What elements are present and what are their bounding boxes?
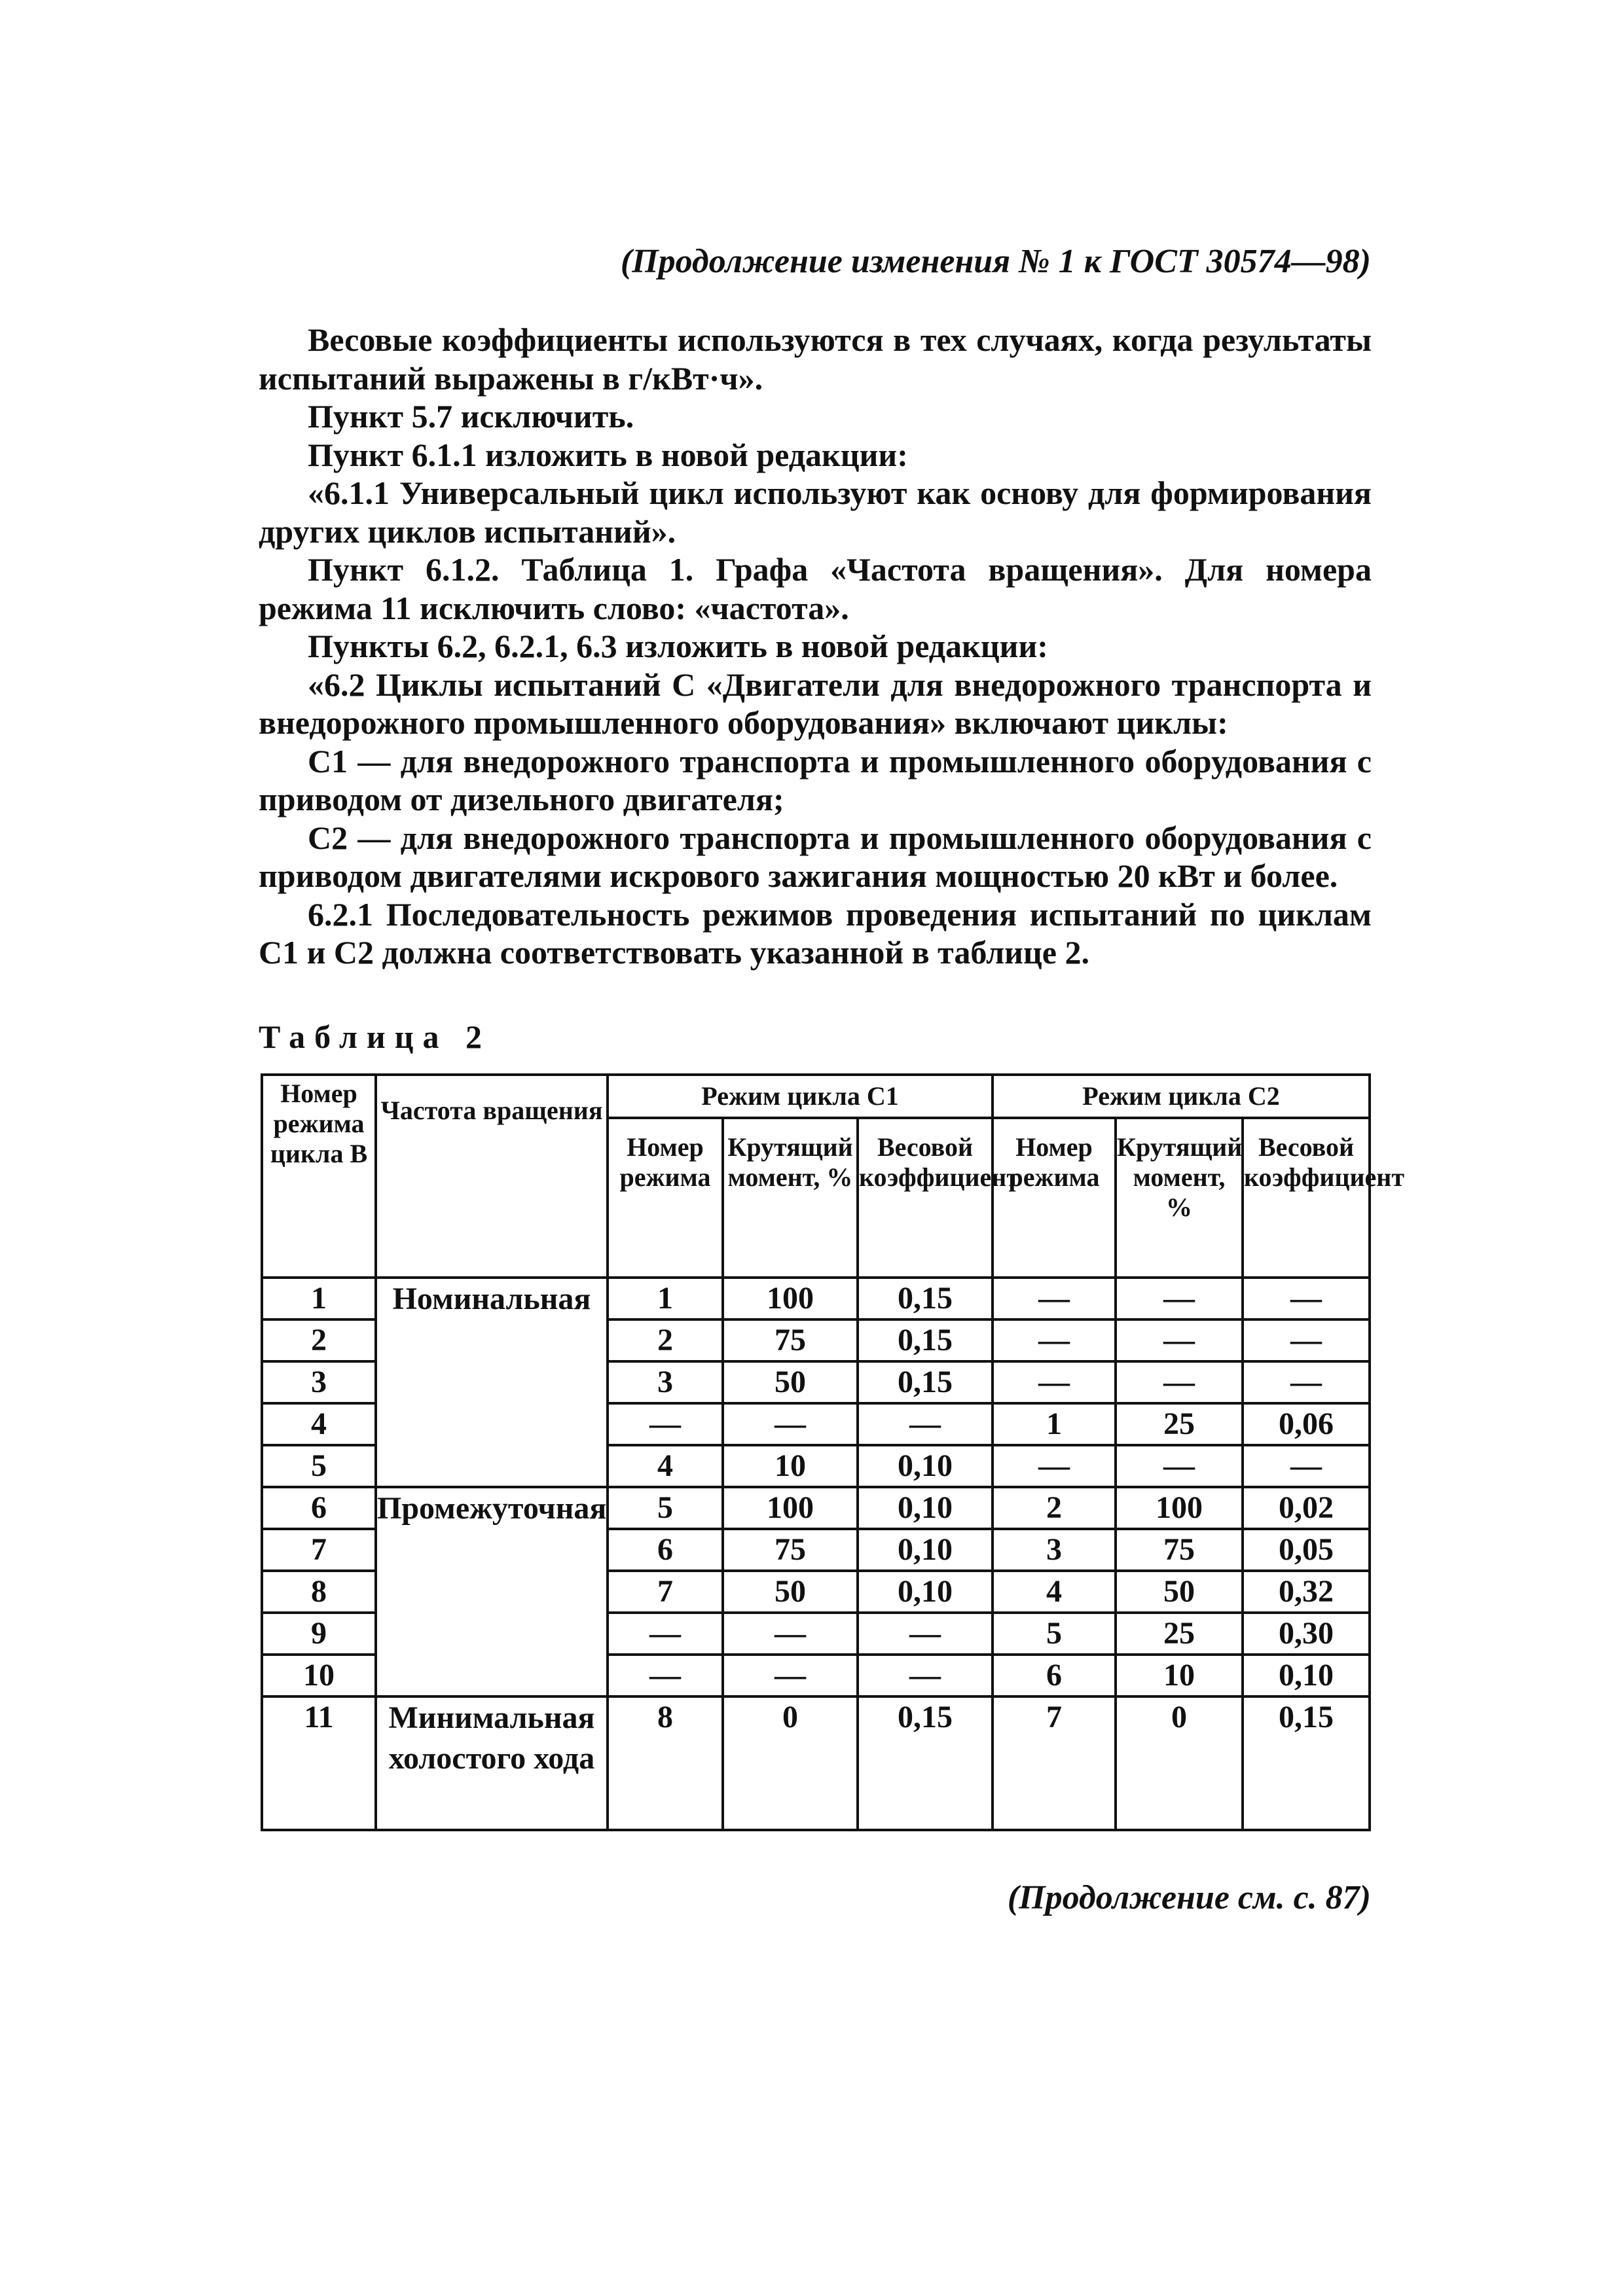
cell-c2-torque: —	[1116, 1319, 1243, 1361]
cell-c2-weight: 0,30	[1243, 1613, 1370, 1655]
cell-c2-mode: —	[993, 1278, 1116, 1319]
cell-c1-torque: 10	[723, 1445, 858, 1487]
cell-c1-mode: 1	[608, 1278, 723, 1319]
cell-c2-torque: 25	[1116, 1613, 1243, 1655]
header-c2-mode: Номер режима	[993, 1118, 1116, 1278]
cell-frequency-minimal: Минимальная холостого хода	[376, 1696, 608, 1830]
paragraph: «6.2 Циклы испытаний С «Двигатели для внедорожного транспорта и внедорожного промышленного оборудования» включают циклы:	[259, 666, 1372, 741]
cell-frequency-intermediate: Промежуточная	[376, 1487, 608, 1696]
cell-c1-torque: 75	[723, 1319, 858, 1361]
cell-b: 8	[262, 1571, 376, 1613]
paragraph: Весовые коэффициенты используются в тех случаях, когда результаты испытаний выражены в г/кВт·ч».	[259, 321, 1372, 397]
cell-b: 9	[262, 1613, 376, 1655]
table-row	[262, 1696, 1370, 1830]
table-row	[262, 1278, 1370, 1319]
cell-c1-weight: 0,15	[858, 1361, 993, 1403]
cell-c2-weight: 0,05	[1243, 1529, 1370, 1571]
header-frequency: Частота вращения	[376, 1075, 608, 1278]
cell-c2-torque: —	[1116, 1278, 1243, 1319]
header-c1-mode: Номер режима	[608, 1118, 723, 1278]
paragraph: С1 — для внедорожного транспорта и промышленного оборудования с приводом от дизельного двигателя;	[259, 742, 1372, 817]
cell-c1-mode: 7	[608, 1571, 723, 1613]
header-c1-torque: Крутящий момент, %	[723, 1118, 858, 1278]
cell-c1-weight: 0,15	[858, 1278, 993, 1319]
cell-c1-torque: —	[723, 1655, 858, 1696]
page-header: (Продолжение изменения № 1 к ГОСТ 30574—98)	[620, 243, 1371, 280]
cell-c2-weight: —	[1243, 1445, 1370, 1487]
cell-c1-torque: 75	[723, 1529, 858, 1571]
cell-c1-weight: —	[858, 1613, 993, 1655]
cell-c1-weight: —	[858, 1655, 993, 1696]
cell-b: 3	[262, 1361, 376, 1403]
cell-c2-mode: 1	[993, 1403, 1116, 1445]
cell-c2-mode: 2	[993, 1487, 1116, 1529]
paragraph: Пункт 6.1.2. Таблица 1. Графа «Частота вращения». Для номера режима 11 исключить слово: «частота».	[259, 551, 1372, 626]
cell-frequency-nominal: Номинальная	[376, 1278, 608, 1487]
cell-b: 5	[262, 1445, 376, 1487]
cell-c2-mode: 7	[993, 1696, 1116, 1830]
cell-c2-mode: 4	[993, 1571, 1116, 1613]
cell-b: 1	[262, 1278, 376, 1319]
cell-c2-weight: 0,02	[1243, 1487, 1370, 1529]
paragraph: С2 — для внедорожного транспорта и промышленного оборудования с приводом двигателями искрового зажигания мощностью 20 кВт и более.	[259, 819, 1372, 894]
cell-c2-torque: 100	[1116, 1487, 1243, 1529]
header-cycle-c2: Режим цикла С2	[993, 1075, 1370, 1118]
cell-c2-torque: 10	[1116, 1655, 1243, 1696]
cell-c1-weight: —	[858, 1403, 993, 1445]
cell-b: 10	[262, 1655, 376, 1696]
cell-c2-weight: —	[1243, 1319, 1370, 1361]
table-caption: Таблица 2	[259, 1018, 492, 1055]
cell-c2-weight: 0,15	[1243, 1696, 1370, 1830]
cell-c1-torque: 0	[723, 1696, 858, 1830]
cell-c2-mode: 6	[993, 1655, 1116, 1696]
cell-c1-weight: 0,15	[858, 1319, 993, 1361]
cell-b: 4	[262, 1403, 376, 1445]
cell-c2-torque: 0	[1116, 1696, 1243, 1830]
cell-c1-weight: 0,15	[858, 1696, 993, 1830]
cell-c1-mode: 2	[608, 1319, 723, 1361]
cell-c2-mode: 5	[993, 1613, 1116, 1655]
cell-c1-mode: 3	[608, 1361, 723, 1403]
cell-c2-weight: —	[1243, 1278, 1370, 1319]
cell-c2-mode: —	[993, 1361, 1116, 1403]
cell-c1-torque: —	[723, 1613, 858, 1655]
cell-c2-weight: 0,32	[1243, 1571, 1370, 1613]
cell-c1-weight: 0,10	[858, 1529, 993, 1571]
cell-c2-mode: —	[993, 1319, 1116, 1361]
header-c2-weight: Весовой коэффициент	[1243, 1118, 1370, 1278]
header-c1-weight: Весовой коэффициент	[858, 1118, 993, 1278]
paragraph: 6.2.1 Последовательность режимов проведения испытаний по циклам С1 и С2 должна соответствовать указанной в таблице 2.	[259, 895, 1372, 971]
paragraph: Пункты 6.2, 6.2.1, 6.3 изложить в новой редакции:	[308, 628, 1048, 664]
cell-c1-weight: 0,10	[858, 1445, 993, 1487]
cell-b: 2	[262, 1319, 376, 1361]
cell-c1-torque: 50	[723, 1361, 858, 1403]
cell-b: 11	[262, 1696, 376, 1830]
cell-c1-torque: 100	[723, 1278, 858, 1319]
cell-b: 6	[262, 1487, 376, 1529]
cell-c2-mode: —	[993, 1445, 1116, 1487]
cell-c1-weight: 0,10	[858, 1487, 993, 1529]
header-cycle-c1: Режим цикла С1	[608, 1075, 993, 1118]
cell-c2-weight: 0,06	[1243, 1403, 1370, 1445]
cell-c2-torque: 25	[1116, 1403, 1243, 1445]
cell-c2-weight: 0,10	[1243, 1655, 1370, 1696]
cell-c1-mode: 6	[608, 1529, 723, 1571]
body-text	[259, 321, 1372, 972]
cell-c2-torque: 75	[1116, 1529, 1243, 1571]
table-row	[262, 1487, 1370, 1529]
paragraph: «6.1.1 Универсальный цикл используют как основу для формирования других циклов испытаний».	[259, 475, 1372, 550]
cell-c2-mode: 3	[993, 1529, 1116, 1571]
paragraph: Пункт 6.1.1 изложить в новой редакции:	[308, 436, 908, 473]
cell-c1-torque: —	[723, 1403, 858, 1445]
modes-table	[261, 1073, 1404, 1831]
cell-c1-weight: 0,10	[858, 1571, 993, 1613]
cell-c1-mode: —	[608, 1613, 723, 1655]
header-mode-number-b: Номер режима цикла В	[262, 1075, 376, 1278]
cell-c2-torque: 50	[1116, 1571, 1243, 1613]
cell-c1-mode: 4	[608, 1445, 723, 1487]
cell-b: 7	[262, 1529, 376, 1571]
cell-c1-mode: —	[608, 1655, 723, 1696]
page-footer: (Продолжение см. с. 87)	[1007, 1879, 1371, 1916]
cell-c2-torque: —	[1116, 1361, 1243, 1403]
paragraph: Пункт 5.7 исключить.	[308, 398, 634, 435]
cell-c1-torque: 50	[723, 1571, 858, 1613]
cell-c1-mode: —	[608, 1403, 723, 1445]
cell-c1-mode: 8	[608, 1696, 723, 1830]
cell-c1-torque: 100	[723, 1487, 858, 1529]
cell-c1-mode: 5	[608, 1487, 723, 1529]
cell-c2-weight: —	[1243, 1361, 1370, 1403]
cell-c2-torque: —	[1116, 1445, 1243, 1487]
header-c2-torque: Крутящий момент, %	[1116, 1118, 1243, 1278]
